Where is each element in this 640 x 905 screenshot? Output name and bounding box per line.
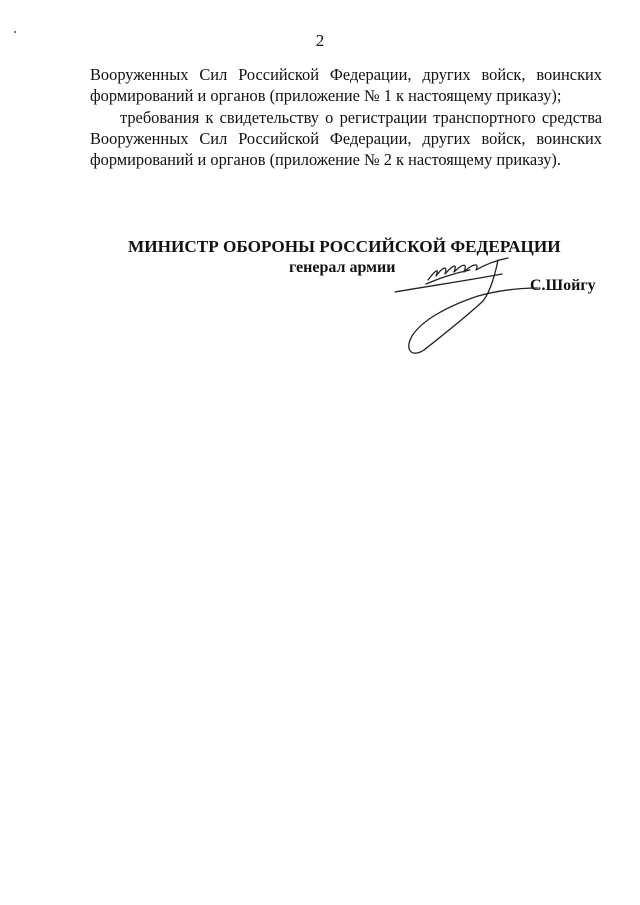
signatory-title: МИНИСТР ОБОРОНЫ РОССИЙСКОЙ ФЕДЕРАЦИИ [128,237,561,256]
page-number: 2 [315,31,325,50]
paragraph-1: Вооруженных Сил Российской Федерации, других войск, воинских формирований и органов (приложение № 1 к настоящему приказу); [90,65,602,106]
signatory-name: С.Шойгу [530,277,596,294]
body-text [90,64,602,170]
signatory-rank: генерал армии [289,259,396,276]
signature-icon [390,250,560,360]
paragraph-2: требования к свидетельству о регистрации транспортного средства Вооруженных Сил Российской Федерации, других войск, воинских формирований и органов (приложение № 2 к настоящему приказу). [90,107,602,170]
